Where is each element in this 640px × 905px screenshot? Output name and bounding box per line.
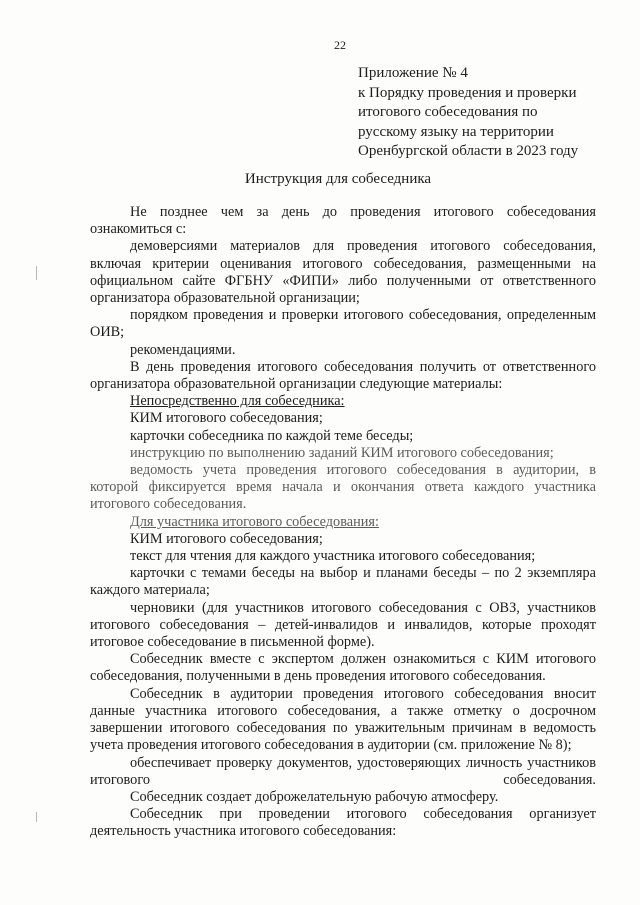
appendix-header (358, 64, 578, 162)
list-item: текст для чтения для каждого участника итогового собеседования; (130, 548, 536, 565)
paragraph: Собеседник вместе с экспертом должен ознакомиться с КИМ итогового собеседования, полученными в день проведения итогового собеседования. (90, 651, 596, 685)
section-heading: Непосредственно для собеседника: (130, 393, 345, 410)
list-item: карточки с темами беседы на выбор и планами беседы – по 2 экземпляра каждого материала; (90, 565, 596, 599)
paragraph: порядком проведения и проверки итогового собеседования, определенным ОИВ; (90, 307, 596, 341)
list-item: КИМ итогового собеседования; (130, 530, 323, 547)
paragraph: В день проведения итогового собеседования получить от ответственного организатора образовательной организации следующие материалы: (90, 358, 596, 393)
paragraph: Не позднее чем за день до проведения итогового собеседования ознакомиться с: (90, 204, 596, 238)
appendix-line: Оренбургской области в 2023 году (358, 143, 579, 159)
scan-artifact (36, 266, 37, 280)
list-item: черновики (для участников итогового собеседования с ОВЗ, участников итогового собеседования – детей-инвалидов и инвалидов, которые проходят итоговое собеседование в письменной форме). (90, 599, 596, 651)
list-item: инструкцию по выполнению заданий КИМ итогового собеседования; (130, 444, 554, 461)
list-item: КИМ итогового собеседования; (130, 410, 323, 427)
paragraph: Собеседник при проведении итогового собеседования организует деятельность участника итогового собеседования: (90, 806, 596, 840)
appendix-line: к Порядку проведения и проверки (358, 84, 577, 101)
section-heading: Для участника итогового собеседования: (130, 513, 379, 530)
document-title: Инструкция для собеседника (244, 171, 432, 187)
scan-artifact (36, 812, 37, 822)
paragraph: демоверсиями материалов для проведения итогового собеседования, включая критерии оценивания итогового собеседования, размещенными на официальном сайте ФГБНУ «ФИПИ» либо полученными от ответственного организатора образовательной организации; (90, 238, 596, 307)
appendix-line: Приложение № 4 (358, 65, 468, 81)
paragraph: Собеседник в аудитории проведения итогового собеседования вносит данные участника итогового собеседования, а также отметку о досрочном завершении итогового собеседования по уважительным причинам в ведомость учета проведения итогового собеседования в аудитории (см. приложение № 8); (90, 685, 596, 754)
paragraph: рекомендациями. (130, 341, 236, 358)
paragraph: Собеседник создает доброжелательную рабочую атмосферу. (130, 788, 499, 805)
list-item: карточки собеседника по каждой теме беседы; (130, 427, 414, 444)
instruction-body (90, 204, 596, 841)
appendix-line: русскому языку на территории (358, 123, 554, 140)
list-item: ведомость учета проведения итогового собеседования в аудитории, в которой фиксируется время начала и окончания ответа каждого участника итогового собеседования. (90, 462, 596, 513)
appendix-line: итогового собеседования по (358, 104, 538, 120)
page-number: 22 (334, 38, 346, 52)
paragraph: обеспечивает проверку документов, удостоверяющих личность участников итогового собеседования. (90, 754, 596, 788)
